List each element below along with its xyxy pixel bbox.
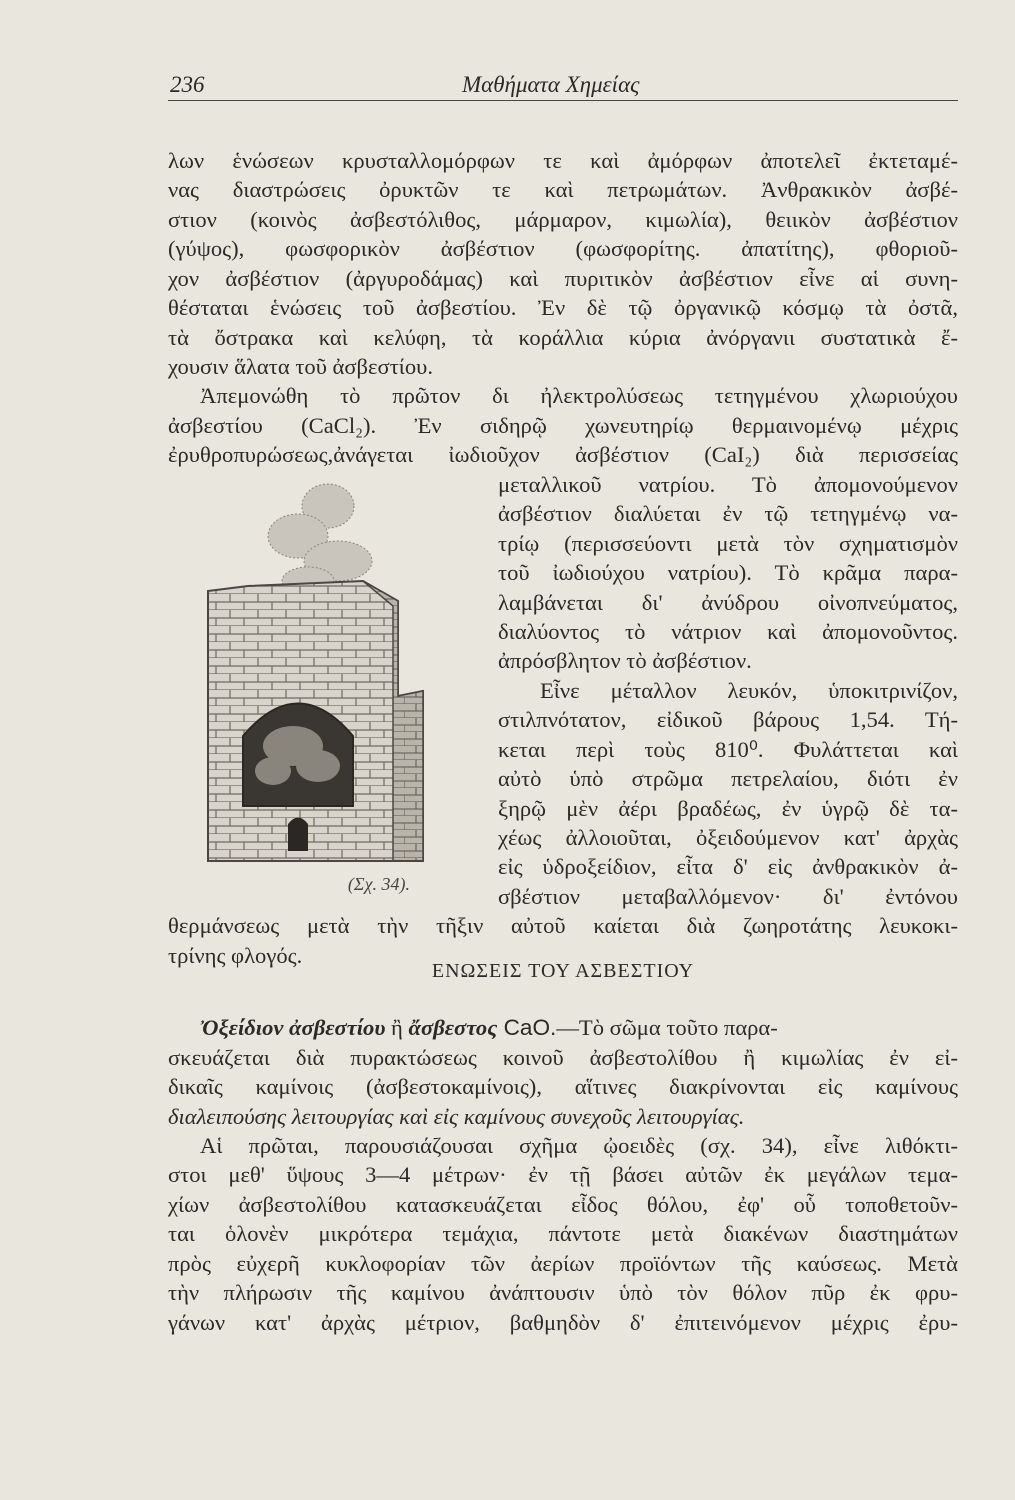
side-line: Εἶνε μέταλλον λευκόν, ὑποκιτρινίζον,	[540, 678, 958, 703]
body-line: διαλειπούσης λειτουργίας καὶ εἰς καμίνους συνεχοῦς λειτουργίας.	[168, 1104, 745, 1129]
side-line: ξηρῷ μὲν ἀέρι βραδέως, ἐν ὑγρῷ δὲ τα-	[498, 796, 958, 821]
body-line: ται ὁλονὲν μικρότερα τεμάχια, πάντοτε μετὰ διακένων διαστημάτων	[168, 1221, 958, 1246]
body-line: τὴν πλήρωσιν τῆς καμίνου ἀνάπτουσιν ὑπὸ τὸν θόλον πῦρ ἐκ φρυ-	[168, 1280, 958, 1305]
body-line: πρὸς εὐχερῆ κυκλοφορίαν τῶν ἀερίων προϊόντων τῆς καύσεως. Μετὰ	[168, 1251, 958, 1276]
body-line: θερμάνσεως μετὰ τὴν τῆξιν αὐτοῦ καίεται διὰ ζωηροτάτης λευκοκι-	[168, 913, 958, 938]
smoke-plume	[268, 484, 372, 595]
ash-door	[288, 818, 308, 852]
side-line: στιλπνότατον, εἰδικοῦ βάρους 1,54. Τή-	[498, 707, 958, 732]
oxide-rest: —Τὸ σῶμα τοῦτο παρα-	[556, 1015, 778, 1040]
side-line: εἰς ὑδροξείδιον, εἶτα δ' εἰς ἀνθρακικὸν ἀ-	[498, 854, 958, 879]
body-line: θέσταται ἑνώσεις τοῦ ἀσβεστίου. Ἐν δὲ τῷ ὀργανικῷ κόσμῳ τὰ ὀστᾶ,	[168, 295, 958, 320]
oxide-first-line	[200, 1013, 958, 1043]
body-line: νας διαστρώσεις ὀρυκτῶν τε καὶ πετρωμάτων. Ἀνθρακικὸν ἀσβέ-	[168, 177, 958, 202]
side-line: μεταλλικοῦ νατρίου. Τὸ ἀπομονούμενον	[498, 472, 958, 497]
lime-kiln-figure	[188, 466, 478, 872]
body-line: ἐρυθροπυρώσεως,ἀνάγεται ἰωδιοῦχον ἀσβέστιον (CaI₂) διὰ περισσείας	[168, 442, 958, 467]
body-line: τρίνης φλογός.	[168, 943, 303, 968]
oxide-formula: CaO.	[497, 1015, 557, 1040]
body-line: στοι μεθ' ὕψους 3—4 μέτρων· ἐν τῇ βάσει αὐτῶν ἐκ μεγάλων τεμα-	[168, 1162, 958, 1187]
body-line: Αἱ πρῶται, παρουσιάζουσαι σχῆμα ᾠοειδὲς (σχ. 34), εἶνε λιθόκτι-	[200, 1133, 958, 1158]
body-line: (γύψος), φωσφορικὸν ἀσβέστιον (φωσφορίτης. ἀπατίτης), φθοριοῦ-	[168, 236, 958, 261]
side-line: τρίῳ (περισσεύοντι μετὰ τὸν σχηματισμὸν	[498, 531, 958, 556]
running-title: Μαθήματα Χημείας	[462, 72, 640, 97]
oxide-mid: ἢ	[385, 1015, 409, 1040]
side-line: ἀσβέστιον διαλύεται ἐν τῷ τετηγμένῳ να-	[498, 501, 958, 526]
body-line: λων ἑνώσεων κρυσταλλομόρφων τε καὶ ἀμόρφων ἀποτελεῖ ἐκτεταμέ-	[168, 148, 958, 173]
side-line: χέως ἀλλοιοῦται, ὀξειδούμενον κατ' ἀρχὰς	[498, 825, 958, 850]
side-line: σβέστιον μεταβαλλόμενον· δι' ἐντόνου	[498, 884, 958, 909]
body-line: στιον (κοινὸς ἀσβεστόλιθος, μάρμαρον, κιμωλία), θειικὸν ἀσβέστιον	[168, 207, 958, 232]
side-line: ἀπρόσβλητον τὸ ἀσβέστιον.	[498, 648, 752, 673]
side-line: κεται περὶ τοὺς 810⁰. Φυλάττεται καὶ	[498, 737, 958, 762]
section-heading: ΕΝΩΣΕΙΣ ΤΟΥ ΑΣΒΕΣΤΙΟΥ	[431, 960, 695, 982]
body-line: ἀσβεστίου (CaCl₂). Ἐν σιδηρῷ χωνευτηρίῳ θερμαινομένῳ μέχρις	[168, 413, 958, 438]
body-line: χίων ἀσβεστολίθου κατασκευάζεται εἶδος θόλου, ἐφ' οὗ τοποθετοῦν-	[168, 1192, 958, 1217]
side-line: διαλύοντος τὸ νάτριον καὶ ἀπομονοῦντος.	[498, 619, 958, 644]
body-line: Ἀπεμονώθη τὸ πρῶτον δι ἠλεκτρολύσεως τετηγμένου χλωριούχου	[200, 383, 958, 408]
page-header	[168, 70, 958, 101]
figure-caption: (Σχ. 34).	[347, 874, 410, 894]
side-line: τοῦ ἰωδιούχου νατρίου). Τὸ κρᾶμα παρα-	[498, 560, 958, 585]
body-line: δικαῖς καμίνοις (ἀσβεστοκαμίνοις), αἵτινες διακρίνονται εἰς καμίνους	[168, 1074, 958, 1099]
side-line: λαμβάνεται δι' ἀνύδρου οἰνοπνεύματος,	[498, 590, 958, 615]
oxide-term: Ὀξείδιον ἀσβεστίου	[200, 1015, 386, 1040]
oxide-term2: ἄσβεστος	[408, 1015, 498, 1040]
body-line: χουσιν ἅλατα τοῦ ἀσβεστίου.	[168, 354, 434, 379]
page-number: 236	[170, 72, 205, 97]
body-line: γάνων κατ' ἀρχὰς μέτριον, βαθμηδὸν δ' ἐπιτεινόμενον μέχρις ἐρυ-	[168, 1310, 958, 1335]
side-line: αὐτὸ ὑπὸ στρῶμα πετρελαίου, διότι ἐν	[498, 766, 958, 791]
body-line: τὰ ὄστρακα καὶ κελύφη, τὰ κοράλλια κύρια ἀνόργανιι συστατικὰ ἔ-	[168, 325, 958, 350]
body-line: σκευάζεται διὰ πυρακτώσεως κοινοῦ ἀσβεστολίθου ἢ κιμωλίας ἐν εἰ-	[168, 1045, 958, 1070]
body-line: χον ἀσβέστιον (ἀργυροδάμας) καὶ πυριτικὸν ἀσβέστιον εἶνε αἱ συνη-	[168, 266, 958, 291]
